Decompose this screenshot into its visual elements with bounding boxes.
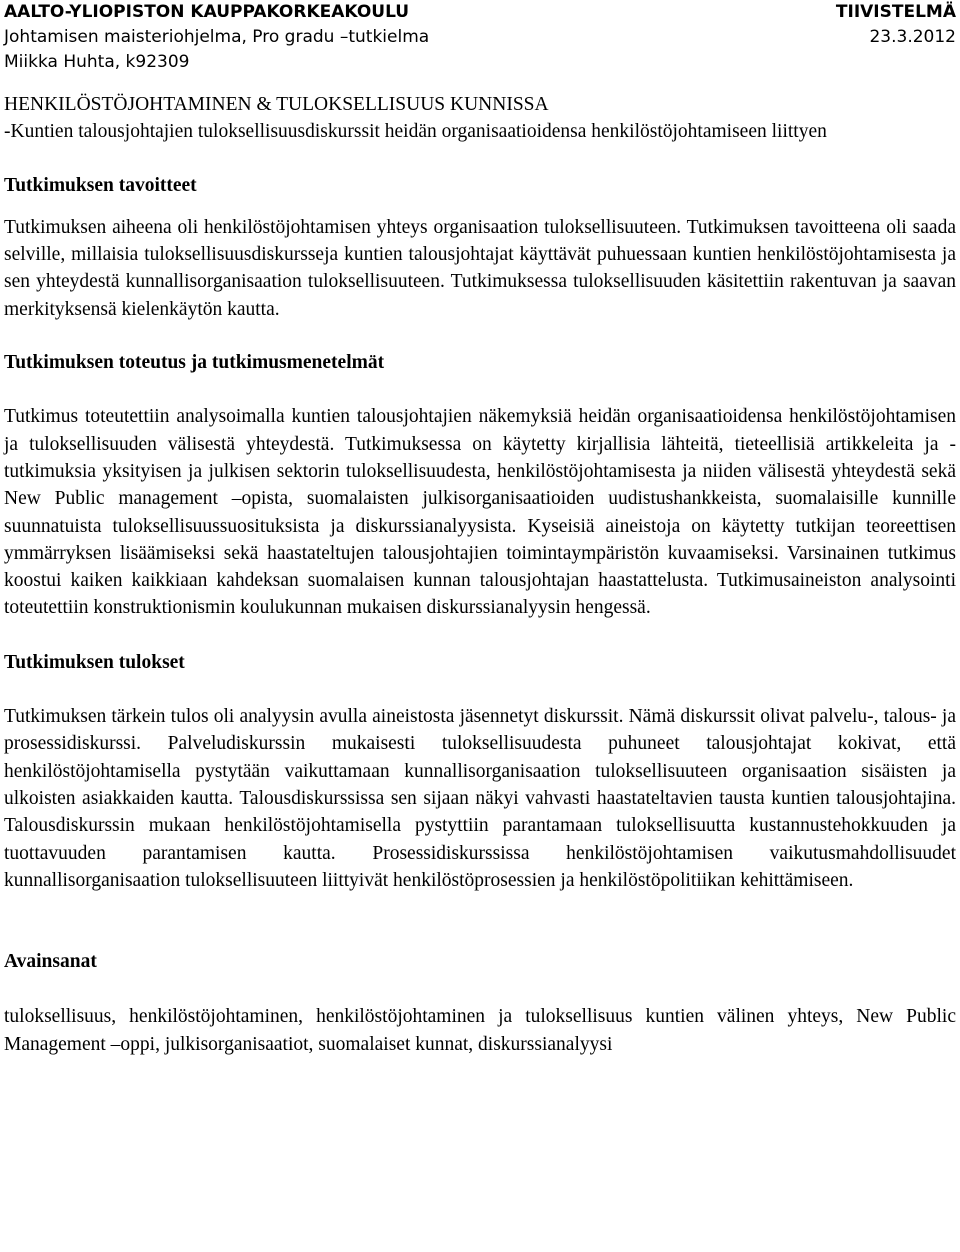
section-heading-keywords: Avainsanat [4, 951, 97, 973]
section-body-methods: Tutkimus toteutettiin analysoimalla kuntien talousjohtajien näkemyksiä heidän organisaatioidensa henkilöstöjohtamisen ja tuloksellisuuden välisestä yhteydestä. Tutkimuksessa on käytetty kirjallisia lähteitä, tieteellisiä artikkeleita ja - tutkimuksia yksityisen ja julkisen sektorin tuloksellisuudesta, henkilöstöjohtamisesta ja niiden välisestä yhteydestä sekä New Public management –opista, suomalaisten julkisorganisaatioiden uudistushankkeista, suomalaisille kunnille suunnatuista tuloksellisuussuosituksista ja diskurssianalyysista. Kyseisiä aineistoja on käytetty tutkijan teoreettisen ymmärryksen lisäämiseksi sekä haastateltujen talousjohtajien toimintaympäristön kuvaamiseksi. Varsinainen tutkimus koostui kaiken kaikkiaan kahdeksan suomalaisen kunnan talousjohtajan haastattelusta. Tutkimusaineiston analysointi toteutettiin konstruktionismin koulukunnan mukaisen diskurssianalyysin hengessä. [4, 406, 956, 619]
section-heading-goals: Tutkimuksen tavoitteet [4, 174, 197, 196]
header-row-2 [4, 25, 956, 50]
thesis-subtitle: -Kuntien talousjohtajien tuloksellisuusdiskurssit heidän organisaatioidensa henkilöstöjohtamiseen liittyen [4, 121, 827, 143]
header-row-3 [4, 50, 956, 75]
section-body-keywords: tuloksellisuus, henkilöstöjohtaminen, henkilöstöjohtaminen ja tuloksellisuus kuntien välinen yhteys, New Public Management –oppi, julkisorganisaatiot, suomalaiset kunnat, diskurssianalyysi [4, 1006, 956, 1055]
title-block [4, 91, 956, 146]
abstract-page [4, 0, 956, 1058]
document-header [4, 0, 956, 75]
program-name: Johtamisen maisteriohjelma, Pro gradu –tutkielma [4, 27, 430, 47]
author-name: Miikka Huhta, k92309 [4, 52, 190, 72]
institution-name: AALTO-YLIOPISTON KAUPPAKORKEAKOULU [4, 2, 410, 22]
section-heading-methods: Tutkimuksen toteutus ja tutkimusmenetelmät [4, 352, 385, 374]
section-body-goals: Tutkimuksen aiheena oli henkilöstöjohtamisen yhteys organisaation tuloksellisuuteen. Tutkimuksen tavoitteena oli saada selville, millaisia tuloksellisuusdiskursseja kuntien talousjohtajat käyttävät puhuessaan kuntien henkilöstöjohtamisesta ja sen yhteydestä kunnallisorganisaation tuloksellisuuteen. Tutkimuksessa tuloksellisuuden käsitettiin rakentuvan ja saavan merkityksensä kielenkäytön kautta. [4, 216, 956, 320]
document-type: TIIVISTELMÄ [835, 2, 956, 22]
section-body-results: Tutkimuksen tärkein tulos oli analyysin avulla aineistosta jäsennetyt diskurssit. Nämä diskurssit olivat palvelu-, talous- ja prosessidiskurssi. Palveludiskurssin mukaisesti tuloksellisuudesta puhuneet talousjohtajat kokivat, että henkilöstöjohtamisella pystytään vaikuttamaan kunnallisorganisaation tuloksellisuuteen organisaation sisäisten ja ulkoisten asiakkaiden kautta. Talousdiskurssissa sen sijaan näkyi vahvasti haastateltavien tausta kuntien talousjohtajina. Talousdiskurssin mukaan henkilöstöjohtamisella pystyttiin parantamaan tuloksellisuutta kustannustehokkuuden ja tuottavuuden parantamisen kautta. Prosessidiskurssissa henkilöstöjohtamisen vaikutusmahdollisuudet kunnallisorganisaation tuloksellisuuteen liittyivät henkilöstöprosessien ja henkilöstöpolitiikan kehittämiseen. [4, 706, 956, 891]
section-heading-results: Tutkimuksen tulokset [4, 651, 185, 673]
document-date: 23.3.2012 [869, 27, 956, 47]
header-row-1 [4, 0, 956, 25]
thesis-title: HENKILÖSTÖJOHTAMINEN & TULOKSELLISUUS KUNNISSA [4, 94, 549, 115]
